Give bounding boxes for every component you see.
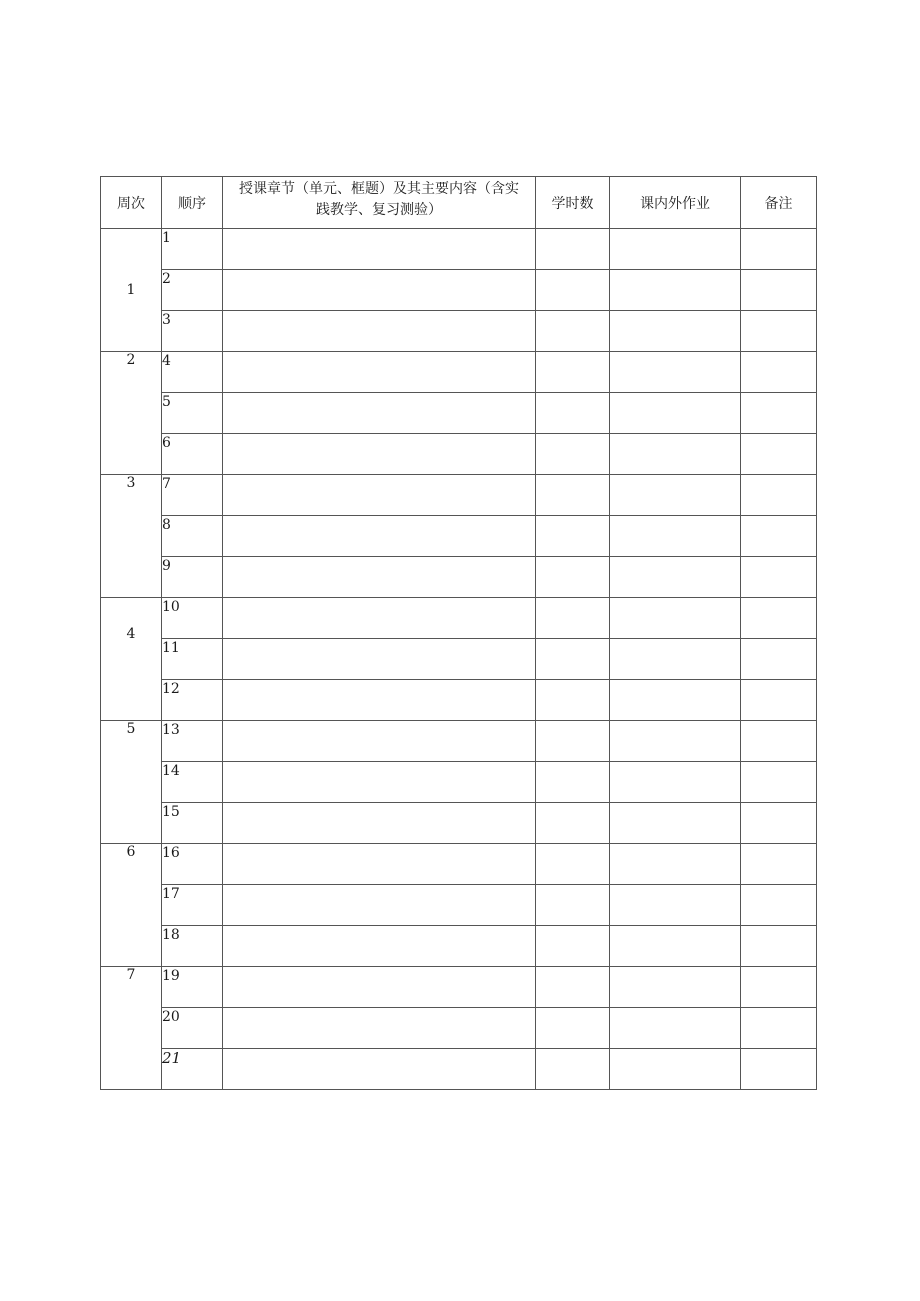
header-remarks: 备注 — [741, 177, 817, 229]
week-cell: 4 — [101, 598, 162, 721]
table-row — [101, 311, 817, 352]
header-sequence: 顺序 — [162, 177, 223, 229]
hours-cell[interactable] — [536, 1049, 610, 1090]
week-cell: 6 — [101, 844, 162, 967]
homework-cell[interactable] — [610, 803, 741, 844]
remarks-cell[interactable] — [741, 762, 817, 803]
sequence-cell: 10 — [162, 598, 223, 639]
homework-cell[interactable] — [610, 967, 741, 1008]
table-row — [101, 1008, 817, 1049]
header-content-line2: 践教学、复习测验） — [316, 202, 442, 218]
table-row — [101, 680, 817, 721]
sequence-cell: 16 — [162, 844, 223, 885]
content-cell[interactable] — [223, 434, 536, 475]
sequence-cell: 9 — [162, 557, 223, 598]
hours-cell[interactable] — [536, 393, 610, 434]
sequence-cell: 17 — [162, 885, 223, 926]
homework-cell[interactable] — [610, 926, 741, 967]
homework-cell[interactable] — [610, 1049, 741, 1090]
homework-cell[interactable] — [610, 762, 741, 803]
homework-cell[interactable] — [610, 516, 741, 557]
remarks-cell[interactable] — [741, 352, 817, 393]
content-cell[interactable] — [223, 967, 536, 1008]
hours-cell[interactable] — [536, 967, 610, 1008]
sequence-cell: 11 — [162, 639, 223, 680]
table-row — [101, 844, 817, 885]
homework-cell[interactable] — [610, 229, 741, 270]
homework-cell[interactable] — [610, 598, 741, 639]
remarks-cell[interactable] — [741, 475, 817, 516]
remarks-cell[interactable] — [741, 967, 817, 1008]
sequence-cell: 5 — [162, 393, 223, 434]
content-cell[interactable] — [223, 721, 536, 762]
table-row — [101, 352, 817, 393]
remarks-cell[interactable] — [741, 270, 817, 311]
table-row — [101, 270, 817, 311]
content-cell[interactable] — [223, 1008, 536, 1049]
table-row — [101, 721, 817, 762]
table-row — [101, 434, 817, 475]
remarks-cell[interactable] — [741, 311, 817, 352]
table-row — [101, 762, 817, 803]
hours-cell[interactable] — [536, 475, 610, 516]
content-cell[interactable] — [223, 926, 536, 967]
table-row — [101, 803, 817, 844]
remarks-cell[interactable] — [741, 680, 817, 721]
hours-cell[interactable] — [536, 311, 610, 352]
content-cell[interactable] — [223, 557, 536, 598]
content-cell[interactable] — [223, 885, 536, 926]
table-row — [101, 598, 817, 639]
hours-cell[interactable] — [536, 229, 610, 270]
remarks-cell[interactable] — [741, 639, 817, 680]
homework-cell[interactable] — [610, 844, 741, 885]
homework-cell[interactable] — [610, 1008, 741, 1049]
content-cell[interactable] — [223, 352, 536, 393]
hours-cell[interactable] — [536, 270, 610, 311]
homework-cell[interactable] — [610, 270, 741, 311]
hours-cell[interactable] — [536, 434, 610, 475]
sequence-cell: 4 — [162, 352, 223, 393]
remarks-cell[interactable] — [741, 803, 817, 844]
content-cell[interactable] — [223, 844, 536, 885]
homework-cell[interactable] — [610, 393, 741, 434]
content-cell[interactable] — [223, 270, 536, 311]
remarks-cell[interactable] — [741, 434, 817, 475]
header-hours: 学时数 — [536, 177, 610, 229]
header-row — [101, 177, 817, 229]
sequence-cell: 12 — [162, 680, 223, 721]
sequence-cell: 13 — [162, 721, 223, 762]
sequence-cell: 21 — [162, 1049, 223, 1090]
content-cell[interactable] — [223, 1049, 536, 1090]
content-cell[interactable] — [223, 762, 536, 803]
header-content-line1: 授课章节（单元、框题）及其主要内容（含实 — [239, 181, 519, 197]
content-cell[interactable] — [223, 516, 536, 557]
hours-cell[interactable] — [536, 516, 610, 557]
table-row — [101, 639, 817, 680]
hours-cell[interactable] — [536, 885, 610, 926]
remarks-cell[interactable] — [741, 721, 817, 762]
homework-cell[interactable] — [610, 557, 741, 598]
sequence-cell: 19 — [162, 967, 223, 1008]
remarks-cell[interactable] — [741, 516, 817, 557]
homework-cell[interactable] — [610, 352, 741, 393]
hours-cell[interactable] — [536, 721, 610, 762]
hours-cell[interactable] — [536, 803, 610, 844]
table-row — [101, 885, 817, 926]
course-schedule-table — [100, 176, 817, 1090]
homework-cell[interactable] — [610, 434, 741, 475]
homework-cell[interactable] — [610, 885, 741, 926]
header-homework: 课内外作业 — [610, 177, 741, 229]
hours-cell[interactable] — [536, 844, 610, 885]
sequence-cell: 15 — [162, 803, 223, 844]
week-cell: 5 — [101, 721, 162, 844]
homework-cell[interactable] — [610, 721, 741, 762]
sequence-cell: 14 — [162, 762, 223, 803]
table-row — [101, 229, 817, 270]
week-cell: 3 — [101, 475, 162, 598]
sequence-cell: 7 — [162, 475, 223, 516]
hours-cell[interactable] — [536, 680, 610, 721]
hours-cell[interactable] — [536, 557, 610, 598]
remarks-cell[interactable] — [741, 885, 817, 926]
homework-cell[interactable] — [610, 680, 741, 721]
homework-cell[interactable] — [610, 639, 741, 680]
remarks-cell[interactable] — [741, 844, 817, 885]
remarks-cell[interactable] — [741, 229, 817, 270]
sequence-cell: 8 — [162, 516, 223, 557]
remarks-cell[interactable] — [741, 598, 817, 639]
content-cell[interactable] — [223, 393, 536, 434]
week-cell: 1 — [101, 229, 162, 352]
content-cell[interactable] — [223, 311, 536, 352]
sequence-cell: 2 — [162, 270, 223, 311]
hours-cell[interactable] — [536, 639, 610, 680]
sequence-cell: 20 — [162, 1008, 223, 1049]
hours-cell[interactable] — [536, 762, 610, 803]
sequence-cell: 18 — [162, 926, 223, 967]
content-cell[interactable] — [223, 229, 536, 270]
remarks-cell[interactable] — [741, 557, 817, 598]
hours-cell[interactable] — [536, 352, 610, 393]
sequence-cell: 6 — [162, 434, 223, 475]
remarks-cell[interactable] — [741, 926, 817, 967]
sequence-cell: 1 — [162, 229, 223, 270]
remarks-cell[interactable] — [741, 393, 817, 434]
homework-cell[interactable] — [610, 475, 741, 516]
week-cell: 2 — [101, 352, 162, 475]
header-content — [223, 177, 536, 229]
sequence-cell: 3 — [162, 311, 223, 352]
table-row — [101, 926, 817, 967]
table-row — [101, 1049, 817, 1090]
hours-cell[interactable] — [536, 926, 610, 967]
content-cell[interactable] — [223, 803, 536, 844]
content-cell[interactable] — [223, 475, 536, 516]
header-week: 周次 — [101, 177, 162, 229]
week-cell: 7 — [101, 967, 162, 1090]
content-cell[interactable] — [223, 680, 536, 721]
content-cell[interactable] — [223, 639, 536, 680]
table-row — [101, 475, 817, 516]
remarks-cell[interactable] — [741, 1008, 817, 1049]
table-row — [101, 967, 817, 1008]
content-cell[interactable] — [223, 598, 536, 639]
table-row — [101, 393, 817, 434]
homework-cell[interactable] — [610, 311, 741, 352]
table-row — [101, 516, 817, 557]
table-row — [101, 557, 817, 598]
remarks-cell[interactable] — [741, 1049, 817, 1090]
hours-cell[interactable] — [536, 598, 610, 639]
hours-cell[interactable] — [536, 1008, 610, 1049]
